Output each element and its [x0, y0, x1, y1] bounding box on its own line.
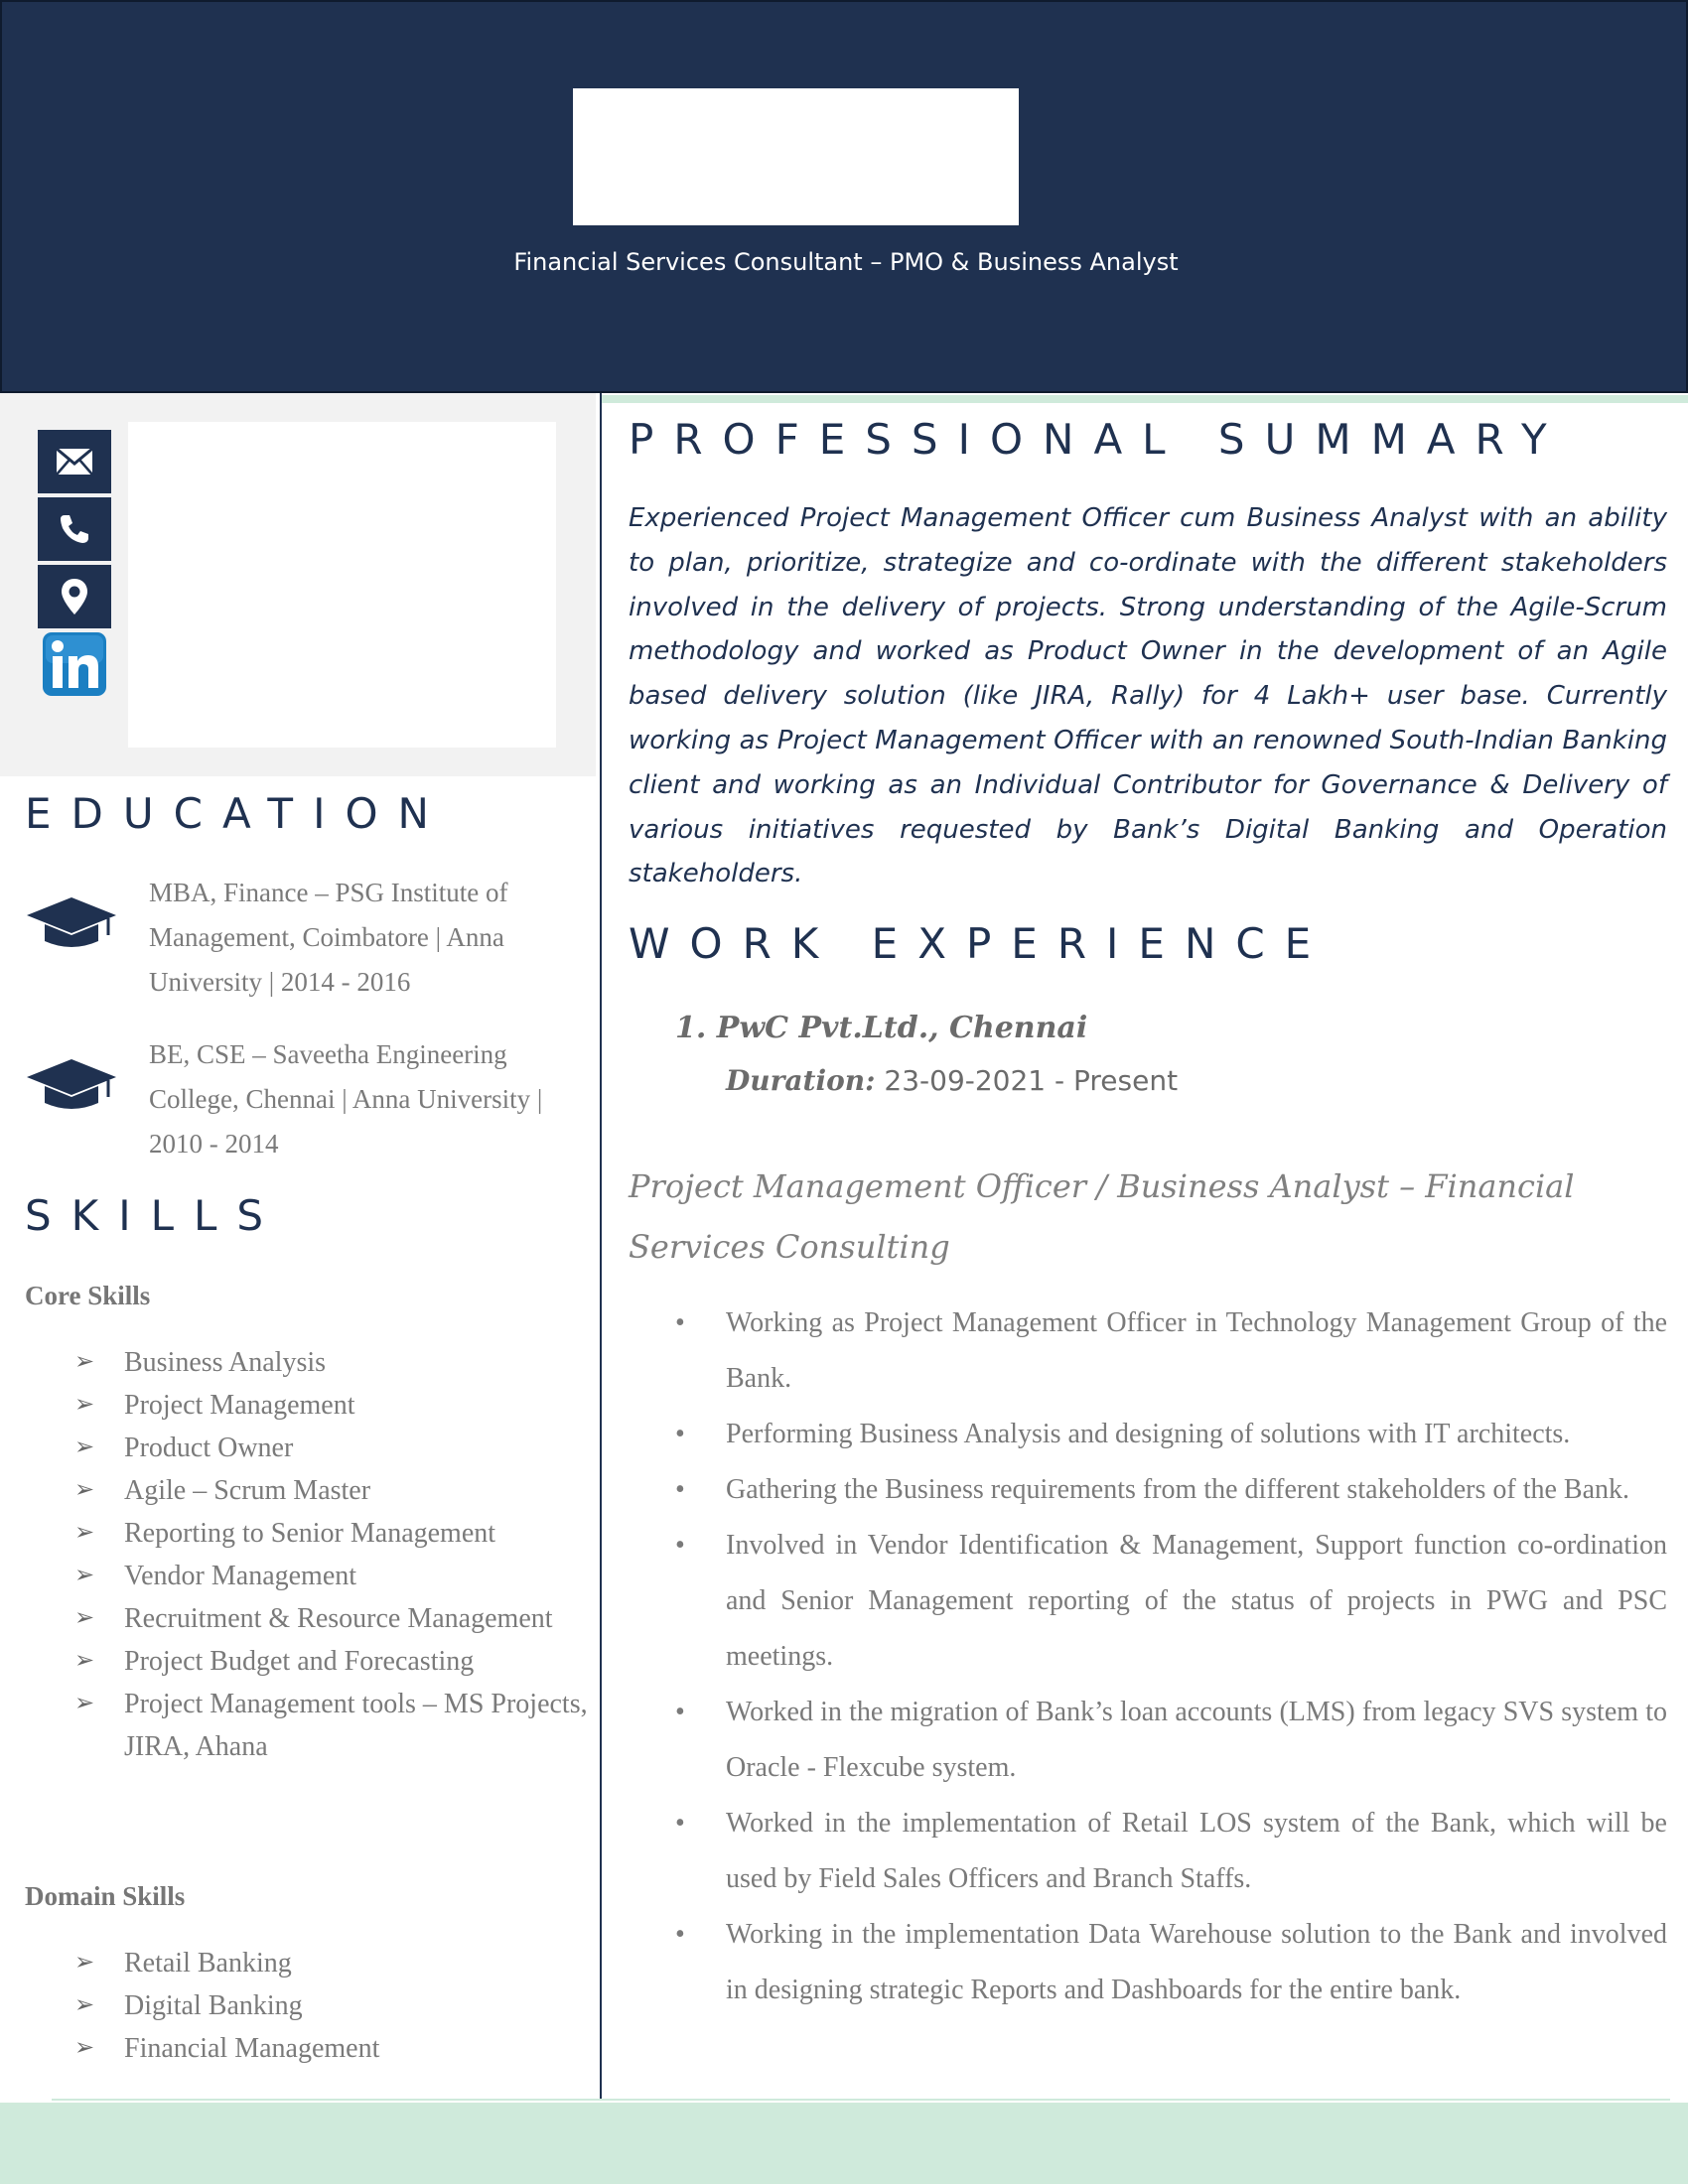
accent-line	[602, 395, 1688, 403]
education-item-text: BE, CSE – Saveetha Engineering College, Chennai | Anna University | 2010 - 2014	[149, 1039, 543, 1159]
phone-icon[interactable]	[38, 497, 111, 561]
arrow-bullet-icon: ➢	[74, 1992, 95, 2018]
list-item: ➢ Vendor Management	[74, 1555, 591, 1597]
list-item: • Involved in Vendor Identification & Management, Support function co-ordination and Senior Management reporting of the status of projects in PWG and PSC meetings.	[675, 1518, 1667, 1685]
list-item: ➢ Project Management	[74, 1384, 591, 1427]
list-item: • Performing Business Analysis and designing of solutions with IT architects.	[675, 1407, 1667, 1462]
responsibilities-list	[675, 1296, 1667, 2018]
arrow-bullet-icon: ➢	[74, 1520, 95, 1546]
linkedin-icon[interactable]	[38, 632, 111, 696]
list-item: ➢ Project Management tools – MS Projects, JIRA, Ahana	[74, 1683, 591, 1768]
list-item: • Gathering the Business requirements from the different stakeholders of the Bank.	[675, 1462, 1667, 1518]
arrow-bullet-icon: ➢	[74, 1605, 95, 1631]
arrow-bullet-icon: ➢	[74, 1434, 95, 1460]
summary-heading: PROFESSIONAL SUMMARY	[629, 415, 1567, 464]
list-item: • Worked in the implementation of Retail LOS system of the Bank, which will be used by Field Sales Officers and Branch Staffs.	[675, 1796, 1667, 1907]
list-item: • Working in the implementation Data Warehouse solution to the Bank and involved in designing strategic Reports and Dashboards for the entire bank.	[675, 1907, 1667, 2018]
work-experience-heading: WORK EXPERIENCE	[629, 919, 1332, 968]
list-item: ➢ Digital Banking	[74, 1984, 591, 2027]
arrow-bullet-icon: ➢	[74, 1691, 95, 1716]
column-divider	[600, 393, 602, 2101]
arrow-bullet-icon: ➢	[74, 1477, 95, 1503]
duration-label: Duration:	[726, 1064, 876, 1097]
list-item: ➢ Reporting to Senior Management	[74, 1512, 591, 1555]
job-subtitle: Financial Services Consultant – PMO & Business Analyst	[513, 248, 1179, 276]
arrow-bullet-icon: ➢	[74, 1563, 95, 1588]
list-item: ➢ Retail Banking	[74, 1942, 591, 1984]
header-banner	[0, 0, 1688, 393]
list-item: • Working as Project Management Officer in Technology Management Group of the Bank.	[675, 1296, 1667, 1407]
graduation-cap-icon	[25, 871, 149, 958]
arrow-bullet-icon: ➢	[74, 1950, 95, 1976]
arrow-bullet-icon: ➢	[74, 2035, 95, 2061]
arrow-bullet-icon: ➢	[74, 1648, 95, 1674]
arrow-bullet-icon: ➢	[74, 1392, 95, 1418]
education-item	[25, 1032, 601, 1166]
summary-text: Experienced Project Management Officer cum Business Analyst with an ability to plan, prioritize, strategize and co-ordinate with the different stakeholders involved in the delivery of projects. Strong understanding of the Agile-Scrum methodology and worked as Product Owner in the development of an Agile based delivery solution (like JIRA, Rally) for 4 Lakh+ user base. Currently working as Project Management Officer with an renowned South-Indian Banking client and working as an Individual Contributor for Governance & Delivery of various initiatives requested by Bank’s Digital Banking and Operation stakeholders.	[629, 503, 1667, 889]
role-title: Project Management Officer / Business Analyst – Financial Services Consulting	[629, 1167, 1575, 1266]
company-title: 1. PwC Pvt.Ltd., Chennai	[675, 1011, 1088, 1045]
location-icon[interactable]	[38, 565, 111, 628]
name-placeholder-box	[573, 88, 1019, 225]
core-skills-heading: Core Skills	[25, 1281, 151, 1310]
list-item: ➢ Financial Management	[74, 2027, 591, 2070]
arrow-bullet-icon: ➢	[74, 1349, 95, 1375]
footer-line	[52, 2099, 1670, 2101]
footer-band	[0, 2103, 1688, 2184]
list-item: ➢ Agile – Scrum Master	[74, 1469, 591, 1512]
graduation-cap-icon	[25, 1032, 149, 1120]
list-item: ➢ Project Budget and Forecasting	[74, 1640, 591, 1683]
core-skills-list	[74, 1341, 591, 1768]
education-heading: EDUCATION	[25, 789, 449, 838]
list-item: • Worked in the migration of Bank’s loan accounts (LMS) from legacy SVS system to Oracle - Flexcube system.	[675, 1685, 1667, 1796]
list-item: ➢ Product Owner	[74, 1427, 591, 1469]
contact-icons	[38, 430, 111, 700]
profile-photo-placeholder	[128, 422, 556, 748]
skills-heading: SKILLS	[25, 1191, 284, 1240]
email-icon[interactable]	[38, 430, 111, 493]
domain-skills-heading: Domain Skills	[25, 1881, 186, 1911]
education-item-text: MBA, Finance – PSG Institute of Management, Coimbatore | Anna University | 2014 - 2016	[149, 878, 508, 997]
job-duration	[726, 1064, 1178, 1097]
list-item: ➢ Business Analysis	[74, 1341, 591, 1384]
domain-skills-list	[74, 1942, 591, 2070]
education-item	[25, 871, 601, 1005]
list-item: ➢ Recruitment & Resource Management	[74, 1597, 591, 1640]
duration-value: 23-09-2021 - Present	[884, 1064, 1179, 1097]
